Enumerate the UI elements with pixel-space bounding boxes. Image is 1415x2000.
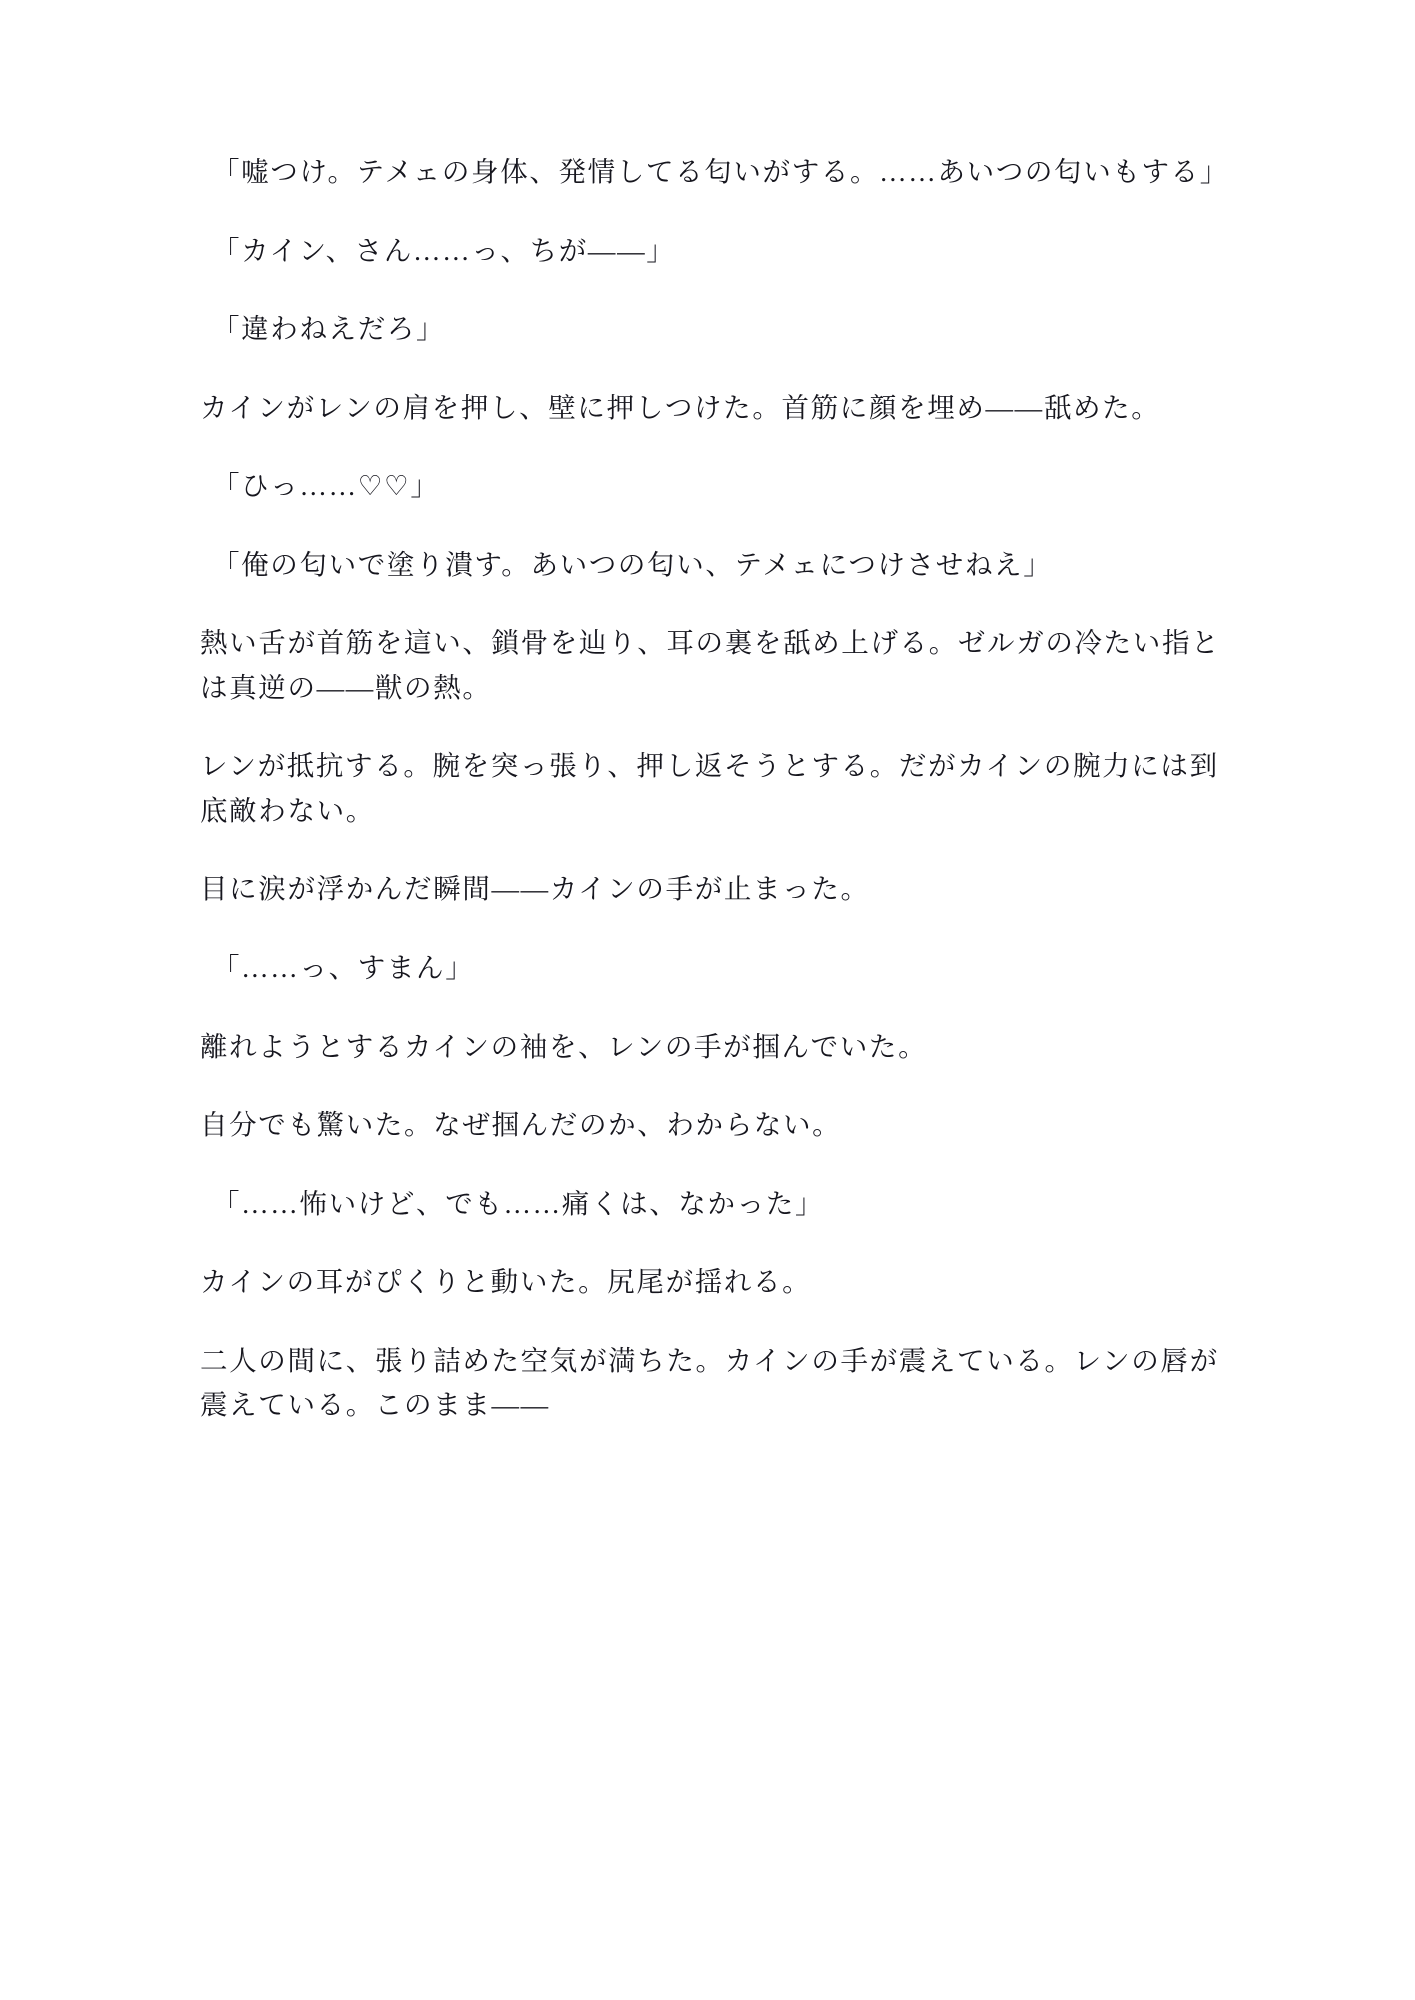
paragraph: 「……っ、すまん」 — [212, 952, 475, 984]
paragraph: 「嘘つけ。テメェの身体、発情してる匂いがする。……あいつの匂いもする」 — [212, 156, 1229, 187]
paragraph: 二人の間に、張り詰めた空気が満ちた。カインの手が震えている。レンの唇が震えている。このまま—— — [200, 1344, 1219, 1421]
paragraph: カインがレンの肩を押し、壁に押しつけた。首筋に顔を埋め——舐めた。 — [200, 391, 1161, 423]
paragraph: 「カイン、さん……っ、ちが——」 — [212, 234, 676, 266]
paragraph: 「ひっ……♡♡」 — [212, 470, 440, 502]
paragraph: 目に涙が浮かんだ瞬間——カインの手が止まった。 — [200, 873, 870, 905]
paragraph: 離れようとするカインの袖を、レンの手が掴んでいた。 — [200, 1030, 928, 1062]
paragraph: 熱い舌が首筋を這い、鎖骨を辿り、耳の裏を舐め上げる。ゼルガの冷たい指とは真逆の——獣の熱。 — [200, 627, 1221, 703]
paragraph: 自分でも驚いた。なぜ掴んだのか、わからない。 — [200, 1109, 842, 1141]
paragraph: 「……怖いけど、でも……痛くは、なかった」 — [212, 1187, 825, 1219]
paragraph: レンが抵抗する。腕を突っ張り、押し返そうとする。だがカインの腕力には到底敵わない。 — [200, 750, 1219, 826]
paragraph: 「違わねえだろ」 — [212, 313, 446, 345]
paragraph: 「俺の匂いで塗り潰す。あいつの匂い、テメェにつけさせねえ」 — [212, 548, 1053, 580]
body-text — [200, 150, 1229, 1428]
paragraph: カインの耳がぴくりと動いた。尻尾が揺れる。 — [200, 1266, 812, 1298]
